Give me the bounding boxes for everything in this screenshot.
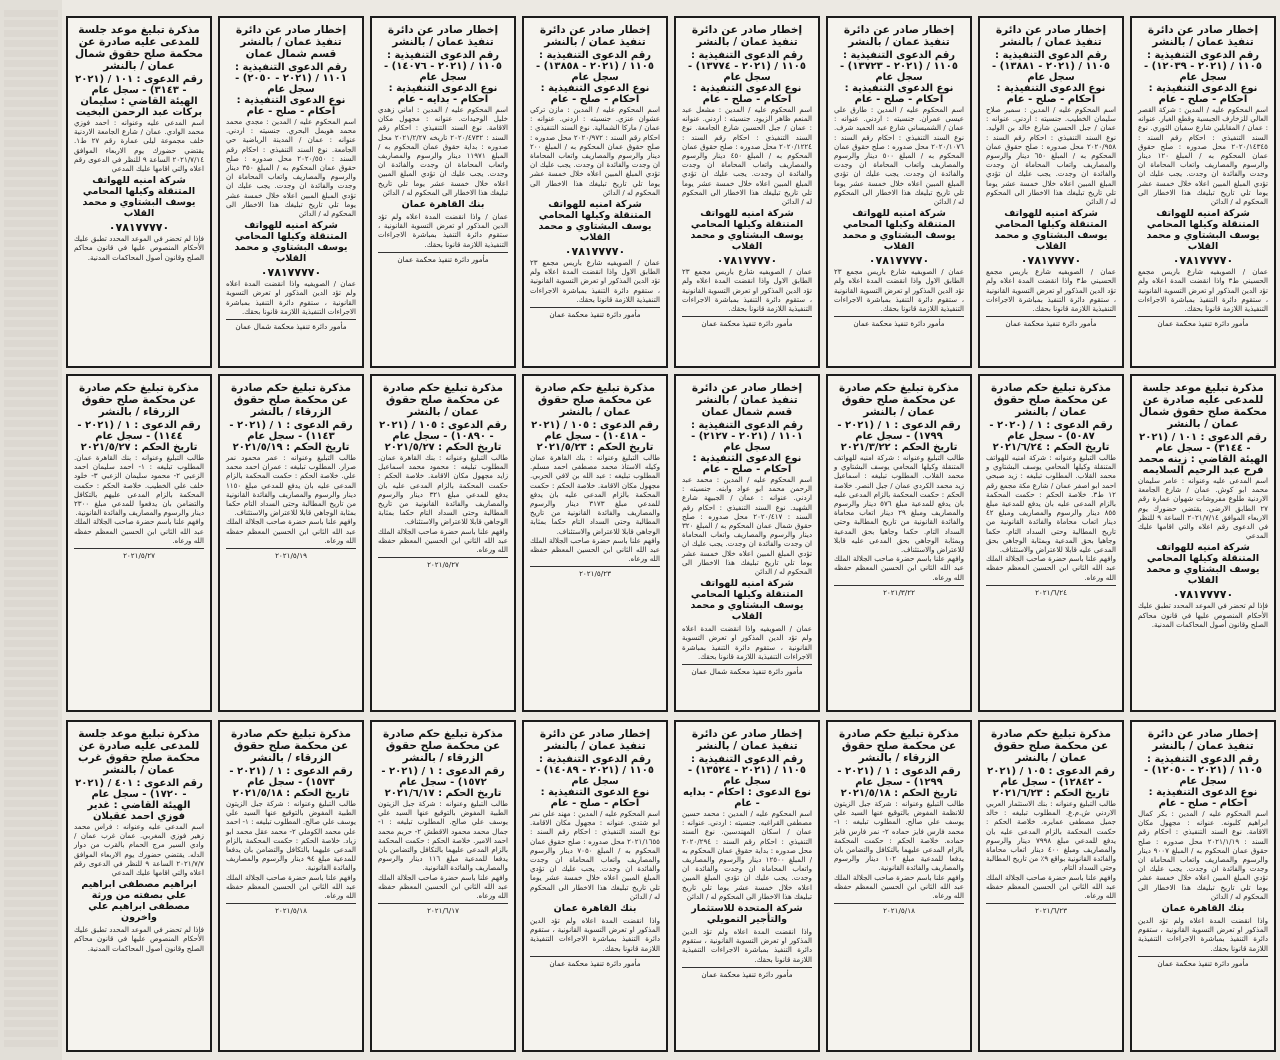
notice-signature: مأمور دائرة تنفيذ محكمة عمان xyxy=(530,307,660,319)
case-number: رقم الدعوى : ١٠٥ / (٢٠٢١ - ١٢٨٤٢) - سجل عام xyxy=(987,766,1115,788)
case-type: نوع الدعوى التنفيذية : احكام - صلح - عام xyxy=(540,787,650,809)
notice-signature: ٢٠٢١/٣/٢٢ xyxy=(834,585,964,597)
notice-signature: ٢٠٢١/٥/١٩ xyxy=(226,548,356,560)
case-number: رقم الدعوى : ١ / (٢٠٢١ - ١٥٧٣) - سجل عام xyxy=(229,766,353,788)
notice-closing: وافهم علنا باسم حضرة صاحب الجلالة الملك عبد الله الثاني ابن الحسين المعظم حفظه الله ورعاه. xyxy=(74,517,204,545)
case-number: رقم الدعوى التنفيذية : ١١٠٥ / (٢٠٢١ - ١٣٨٨١) - سجل عام xyxy=(992,50,1110,83)
notice-column xyxy=(370,16,516,368)
case-type: تاريخ الحكم : ٢٠٢١/٦/٢٣ xyxy=(992,788,1110,799)
notice-column xyxy=(978,374,1124,712)
notice-title: مذكرة تبليغ حكم صادرة عن محكمة صلح حقوق الزرقاء / بالنشر xyxy=(231,382,351,418)
creditor-name: بنك القاهرة عمان xyxy=(553,903,637,915)
notice-column xyxy=(66,720,212,1052)
creditor-phone: ٠٧٨١٧٧٧٧٠ xyxy=(564,245,626,259)
creditor-name: شركة المتحدة للاستثمار والتأجير التمويلي xyxy=(691,903,803,926)
notice-signature: ٢٠٢١/٥/١٨ xyxy=(834,903,964,915)
case-type: نوع الدعوى التنفيذية : احكام - صلح - عام xyxy=(692,83,802,105)
notice-closing: فإذا لم تحضر في الموعد المحدد تطبق عليك الأحكام المنصوص عليها في قانون محاكم الصلح وقانون أصول المحاكمات المدنية. xyxy=(1138,601,1268,629)
notice-closing: فإذا لم تحضر في الموعد المحدد تطبق عليك الأحكام المنصوص عليها في قانون محاكم الصلح وقانون أصول المحاكمات المدنية. xyxy=(74,234,204,262)
notice-closing: وافهم علنا باسم حضرة صاحب الجلالة الملك عبد الله الثاني ابن الحسين المعظم حفظه الله ورعاه. xyxy=(226,872,356,901)
case-number: رقم الدعوى التنفيذية : ١١٠٥ / (٢٠٢١ - ١٣٥٢٤) - سجل عام xyxy=(688,754,806,787)
creditor-name: شركة امنيه للهواتف المتنقلة وكيلها المحامي يوسف البشتاوي و محمد القلاب xyxy=(690,578,804,623)
notice-column xyxy=(1130,720,1276,1052)
notice-body: طالب التبليغ وعنوانه : بنك القاهرة عمان وكيله الاستاذ محمد مصطفى احمد مسلم. المطلوب تبليغه : عبد الله بن لافي الحربي. مجهول مكان الاقامة. خلاصة الحكم : حكمت المحكمة بالزام المدعى عليه بان يدفع للمدعي مبلغ ٣١٧٣ دينار والرسوم والمصاريف والفائدة القانونية من تاريخ المطالبة وحتى السداد التام حكما بمثابة الوجاهي قابلا للاعتراض والاستئناف. xyxy=(530,453,660,536)
case-type: نوع الدعوى التنفيذية : احكام - صلح - عام xyxy=(996,83,1106,105)
notice-body: طالب التبليغ وعنوانه : شركة جبل الزيتون الطبية المفوض بالتوقيع عنها السيد علي يوسف علي صالح. المطلوب تبليغه : ١- احمد علي محمد الكوملي ٢- محمد عقل محمد ابو زياد. خلاصة الحكم : حكمت المحكمة بالزام المدعى عليهما بالتكافل والتضامن بان يدفعا للمدعية مبلغ ٩٤ دينار والرسوم والمصاريف والفائدة القانونية. xyxy=(226,799,357,873)
creditor-name: بنك القاهرة عمان xyxy=(1161,903,1245,915)
notice-signature: ٢٠٢١/٥/١٨ xyxy=(226,903,356,915)
notice-body: اسم المحكوم عليه / المدين : محمد حسين مصطفى القراغيه. جنسيته : اردني. عنوانه : عمان / اسكان المهندسين. نوع السند التنفيذي : احكام رقم السند : ٢٠٢٠/٢٩٤ محل صدوره : بداية حقوق عمان المحكوم به / المبلغ ١٢٥٠٠ دينار والرسوم والمصاريف واتعاب المحاماة ان وجدت والفائدة ان وجدت. يجب عليك ان تؤدي المبلغ المبين اعلاه خلال خمسة عشر يوما تلي تاريخ تبليغك هذا الاخطار الى المحكوم له / الدائن xyxy=(682,809,812,901)
notice-body: اسم المدعى عليه وعنوانه : احمد فوزي محمد الوادي. عمان / شارع الجامعة الاردنية خلف مجموعة ليلى عمارة رقم ٢٧ ط١. يقتضي حضورك يوم الاربعاء الموافق ٢٠٢١/٧/١٤ الساعة ٩ للنظر في الدعوى رقم اعلاه والتي اقامها عليك المدعي xyxy=(74,118,204,174)
notice-signature: ٢٠٢١/٦/١٧ xyxy=(378,903,508,915)
notice-signature: ٢٠٢١/٦/٢٤ xyxy=(986,585,1116,597)
notice-column xyxy=(522,374,668,712)
notice-title: إخطار صادر عن دائرة تنفيذ عمان / بالنشر xyxy=(691,24,803,48)
notice-body: اسم المحكوم عليه / المدين : شركة القصر العالي للزخارف الجبسية وقطع الغيار. عنوانه : عمان / المقابلين شارع سفيان الثوري. نوع السند التنفيذي : احكام رقم السند : ٢٠٢٠/١٤٣٤٥ محل صدوره : صلح حقوق عمان المحكوم به / المبلغ ١٢٠ دينار والرسوم والمصاريف واتعاب المحاماة ان وجدت والفائدة ان وجدت. يجب عليك ان تؤدي المبلغ المبين اعلاه خلال خمسة عشر يوما تلي تاريخ تبليغك هذا الاخطار الى المحكوم له / الدائن xyxy=(1138,105,1268,207)
notice-column xyxy=(218,374,364,712)
notice-closing: عمان / الصويفيه واذا انقضت المدة اعلاه ولم تؤد الدين المذكور او تعرض التسوية القانونية ، ستقوم دائرة التنفيذ بمباشرة الاجراءات التنفيذية اللازمة قانونا بحقك. xyxy=(682,624,812,661)
case-type: الهيئة القاضي : زينه محمد فرح عبد الرحيم السلايمه xyxy=(1138,454,1268,476)
notice-body: اسم المحكوم عليه / المدين : مازن تركي عشوان عنزي. جنسيته : اردني. عنوانه : عمان / ماركا الشمالية. نوع السند التنفيذي : احكام رقم السند : ٢٠٢٠/٩٧٢ محل صدوره : صلح حقوق عمان المحكوم به / المبلغ ٢٠٠ دينار والرسوم والمصاريف واتعاب المحاماة ان وجدت والفائدة ان وجدت. يجب عليك ان تؤدي المبلغ المبين اعلاه خلال خمسة عشر يوما تلي تاريخ تبليغك هذا الاخطار الى المحكوم له / الدائن xyxy=(530,105,660,197)
notice-closing: عمان / الصويفيه شارع باريس مجمع الحسيني ط٣ واذا انقضت المدة اعلاه ولم تؤد الدين المذكور او تعرض التسوية القانونية ، ستقوم دائرة التنفيذ بمباشرة الاجراءات التنفيذية اللازمة قانونا بحقك. xyxy=(986,267,1116,314)
case-number: رقم الدعوى : ٤٠١ / (٢٠٢١ - ١٧٢٠) - سجل عام xyxy=(75,778,203,800)
notice-column xyxy=(1130,16,1276,368)
notice-body: طالب التبليغ وعنوانه : عمر محمود نمر صرار. المطلوب تبليغه : عمران احمد محمد علي. خلاصة الحكم : حكمت المحكمة بالزام المدعى عليه بان يدفع للمدعي مبلغ ١١٥٠ دينار والرسوم والمصاريف والفائدة القانونية من تاريخ المطالبة وحتى السداد التام حكما بمثابة الوجاهي قابلا للاعتراض والاستئناف. xyxy=(226,453,356,518)
notice-body: طالب التبليغ وعنوانه : شركة امنيه للهواتف المتنقلة وكيلها المحامي يوسف البشتاوي و محمد القلاب. المطلوب تبليغه : زيد صبحي احمد ابو اصفر عمان / شارع مكة مجمع رقم ١٢ ط٣. خلاصة الحكم : حكمت المحكمة بالزام المدعى عليه بان يدفع للمدعية مبلغ ٨٥٥ دينار والرسوم والمصاريف ومبلغ ٤٢ دينار اتعاب محاماة والفائدة القانونية من تاريخ المطالبة وحتى السداد التام. حكما وجاهيا بحق المدعية وبمثابة الوجاهي بحق المدعى عليه قابلا للاعتراض والاستئناف. xyxy=(986,453,1116,555)
notice-body: اسم المحكوم عليه / المدين : مجدي محمد محمد هويمل البحري. جنسيته : اردني. عنوانه : عمان / المدينة الرياضية حي الجامعة. نوع السند التنفيذي : احكام رقم السند : ٢٠٢٠/٥٥٠ محل صدوره : صلح حقوق عمان المحكوم به / المبلغ ٣٥٠ دينار والرسوم والمصاريف واتعاب المحاماة ان وجدت والفائدة ان وجدت. يجب عليك ان تؤدي المبلغ المبين اعلاه خلال خمسة عشر يوما تلي تاريخ تبليغك هذا الاخطار الى المحكوم له / الدائن xyxy=(226,117,356,219)
notice-body: طالب التبليغ وعنوانه : بنك القاهرة عمان. المطلوب تبليغه : محمود محمد اسماعيل زايد مجهول مكان الاقامة. خلاصة الحكم : حكمت المحكمة بالزام المدعى عليه بان يدفع للمدعي مبلغ ٣٢١ دينار والرسوم والمصاريف والفائدة القانونية من تاريخ المطالبة وحتى السداد التام حكما بمثابة الوجاهي قابلا للاعتراض والاستئناف. xyxy=(378,453,508,527)
notice-closing: وافهم علنا باسم حضرة صاحب الجلالة الملك عبد الله الثاني ابن الحسين المعظم حفظه الله ورعاه. xyxy=(378,872,508,901)
case-type: تاريخ الحكم : ٢٠٢١/٥/٢٧ xyxy=(384,442,502,453)
notice-column xyxy=(1130,374,1276,712)
notice-signature: مأمور دائرة تنفيذ محكمة عمان xyxy=(378,252,508,264)
notice-signature: مأمور دائرة تنفيذ محكمة عمان xyxy=(986,316,1116,328)
case-type: نوع الدعوى التنفيذية : احكام - صلح - عام xyxy=(1148,83,1258,105)
notice-column xyxy=(674,720,820,1052)
case-type: تاريخ الحكم : ٢٠٢١/٥/٢٧ xyxy=(80,442,198,453)
creditor-phone: ٠٧٨١٧٧٧٧٠ xyxy=(1020,254,1082,268)
case-type: نوع الدعوى التنفيذية : احكام - صلح - عام xyxy=(540,83,650,105)
case-number: رقم الدعوى التنفيذية : ١١٠٥ / (٢٠٢١ - ١٤٠٧٦) - سجل عام xyxy=(384,50,502,83)
case-type: نوع الدعوى التنفيذية : احكام - بدايه - عام xyxy=(388,83,498,105)
notice-signature: ٢٠٢١/٥/٢٣ xyxy=(530,566,660,578)
notice-title: مذكرة تبليغ حكم صادرة عن محكمة صلح حقوق عمان / بالنشر xyxy=(991,382,1111,418)
creditor-phone: ٠٧٨١٧٧٧٧٠ xyxy=(108,221,170,235)
case-type: نوع الدعوى التنفيذية : احكام - صلح - عام xyxy=(692,453,802,475)
case-number: رقم الدعوى التنفيذية : ١١٠٥ / (٢٠٢١ - ١٣٨٥٨) - سجل عام xyxy=(536,50,654,83)
notice-closing: وافهم علنا باسم حضرة صاحب الجلالة الملك عبد الله الثاني ابن الحسين المعظم حفظه الله ورعاه. xyxy=(530,535,660,564)
notice-title: مذكرة تبليغ موعد جلسة للمدعى عليه صادرة عن محكمة صلح حقوق شمال عمان / بالنشر xyxy=(74,24,204,72)
case-type: نوع الدعوى التنفيذية : احكام - صلح - عام xyxy=(1148,787,1258,809)
case-number: رقم الدعوى : ١ / (٢٠٢١ - ١٥٧٢) - سجل عام xyxy=(381,766,505,788)
notice-title: مذكرة تبليغ حكم صادرة عن محكمة صلح حقوق عمان / بالنشر xyxy=(383,382,503,418)
notice-closing: وافهم علنا باسم حضرة صاحب الجلالة الملك عبد الله الثاني ابن الحسين المعظم حفظه الله ورعاه. xyxy=(226,517,356,545)
notice-body: اسم المدعى عليه وعنوانه : عامر سليمان محمد ابو كوش. عمان / شارع الجامعة الاردنية طلوع مفروشات شهوان عمارة رقم ٢٧ الطابق الارضي. يقتضي حضورك يوم الاربعاء الموافق ٢٠٢١/٧/١٤ الساعة ٩ للنظر في الدعوى رقم اعلاه والتي اقامها عليك المدعي xyxy=(1138,476,1268,541)
notice-column xyxy=(826,16,972,368)
case-number: رقم الدعوى : ١ / (٢٠٢١ - ١١٤٣) - سجل عام xyxy=(229,420,353,442)
notice-column xyxy=(66,16,212,368)
case-number: رقم الدعوى : ١٠٥ / (٢٠٢١ - ١٠٤١٨) - سجل عام xyxy=(531,420,659,442)
notice-body: اسم المحكوم عليه / المدين : مشعل عبد المنعم ظاهر الزيود. جنسيته : اردني. عنوانه : عمان / جبل الحسين شارع الجامعة. نوع السند التنفيذي : احكام رقم السند : ٢٠٢٠/١٢٢٤ محل صدوره : صلح حقوق عمان المحكوم به / المبلغ ٤٥٠ دينار والرسوم والمصاريف واتعاب المحاماة ان وجدت والفائدة ان وجدت. يجب عليك ان تؤدي المبلغ المبين اعلاه خلال خمسة عشر يوما تلي تاريخ تبليغك هذا الاخطار الى المحكوم له / الدائن xyxy=(682,105,812,207)
notice-column xyxy=(978,720,1124,1052)
notice-column xyxy=(826,374,972,712)
notice-title: إخطار صادر عن دائرة تنفيذ عمان / بالنشر xyxy=(691,728,803,752)
case-number: رقم الدعوى التنفيذية : ١١٠١ / (٢٠٢١ - ٢١٢٧) - سجل عام xyxy=(690,420,804,453)
case-number: رقم الدعوى : ١ / (٢٠٢٠ - ٥٠٨٧) - سجل عام xyxy=(989,420,1113,442)
creditor-phone: ٠٧٨١٧٧٧٧٠ xyxy=(868,254,930,268)
notice-body: طالب التبليغ وعنوانه : شركة جبل الزيتون الطبية المفوض بالتوقيع عنها السيد علي يوسف علي صالح. المطلوب تبليغه : ١- جمال محمد محمود الاقطش ٢- حريم محمد احمد الامير. خلاصة الحكم : حكمت المحكمة بالزام المدعى عليهما بالتكافل والتضامن بان يدفعا للمدعية مبلغ ١١٦ دينار والرسوم والمصاريف والفائدة القانونية. xyxy=(378,799,509,873)
creditor-name: شركة امنيه للهواتف المتنقلة وكيلها المحامي يوسف البشتاوي و محمد القلاب xyxy=(842,208,956,253)
notice-closing: وافهم علنا باسم حضرة صاحب الجلالة الملك عبد الله الثاني ابن الحسين المعظم حفظه الله ورعاه. xyxy=(834,554,964,582)
notice-body: اسم المدعى عليه وعنوانه : فراس محمد زهير فوزي المغربي. عمان غرب عمان / وادي السير مرج الحمام بالقرب من دوار الدله. يقتضي حضورك يوم الاربعاء الموافق ٢٠٢١/٧/٧ الساعة ٩ للنظر في الدعوى رقم اعلاه والتي اقامها عليك المدعي xyxy=(74,822,204,878)
notice-title: مذكرة تبليغ موعد جلسة للمدعى عليه صادرة عن محكمة صلح حقوق غرب عمان / بالنشر xyxy=(78,728,200,776)
creditor-phone: ٠٧٨١٧٧٧٧٠ xyxy=(1172,254,1234,268)
creditor-name: بنك القاهرة عمان xyxy=(401,199,485,211)
notice-signature: ٢٠٢١/٦/٢٣ xyxy=(986,903,1116,915)
creditor-phone: ٠٧٨١٧٧٧٧٠ xyxy=(716,254,778,268)
notice-title: إخطار صادر عن دائرة تنفيذ عمان / بالنشر xyxy=(1147,728,1259,752)
notice-column xyxy=(66,374,212,712)
notice-title: مذكرة تبليغ موعد جلسة للمدعى عليه صادرة عن محكمة صلح حقوق شمال عمان / بالنشر xyxy=(1138,382,1268,430)
creditor-name: شركة امنيه للهواتف المتنقلة وكيلها المحامي يوسف البشتاوي و محمد القلاب xyxy=(1146,542,1260,587)
notice-closing: عمان / الصويفيه واذا انقضت المدة اعلاه ولم تؤد الدين المذكور او تعرض التسوية القانونية ، ستقوم دائرة التنفيذ بمباشرة الاجراءات التنفيذية اللازمة قانونا بحقك. xyxy=(226,279,356,316)
notice-title: إخطار صادر عن دائرة تنفيذ عمان / بالنشر xyxy=(539,24,651,48)
notice-signature: مأمور دائرة تنفيذ محكمة عمان xyxy=(1138,316,1268,328)
notice-title: إخطار صادر عن دائرة تنفيذ عمان / بالنشر قسم شمال عمان xyxy=(235,24,347,60)
notice-body: اسم المحكوم عليه / المدين : طارق علي عيسى عمران. جنسيته : اردني. عنوانه : عمان / الشميساني شارع عبد الحميد شرف. نوع السند التنفيذي : احكام رقم السند : ٢٠٢٠/١٠٧٦ محل صدوره : صلح حقوق عمان المحكوم به / المبلغ ٥٠٠ دينار والرسوم والمصاريف واتعاب المحاماة ان وجدت والفائدة ان وجدت. يجب عليك ان تؤدي المبلغ المبين اعلاه خلال خمسة عشر يوما تلي تاريخ تبليغك هذا الاخطار الى المحكوم له / الدائن xyxy=(834,105,964,207)
notice-signature: مأمور دائرة تنفيذ محكمة عمان xyxy=(682,316,812,328)
notice-signature: مأمور دائرة تنفيذ محكمة عمان xyxy=(1138,956,1268,968)
case-type: الهيئة القاضي : سليمان بركات عبد الرحمن البخيت xyxy=(75,96,203,118)
notice-body: اسم المحكوم عليه / المدين : اماني زهدي خليل الوحيدات. عنوانه : مجهول مكان الاقامة. نوع السند التنفيذي : احكام رقم السند : ٢٠٢٠/٤٧٣٢ تاريخه ٢٠٢١/٢/٢٧ محل صدوره : بداية حقوق عمان المحكوم به / المبلغ ١١٩٧١ دينار والرسوم والمصاريف واتعاب المحاماة ان وجدت والفائدة ان وجدت. يجب عليك ان تؤدي المبلغ المبين اعلاه خلال خمسة عشر يوما تلي تاريخ تبليغك هذا الاخطار الى المحكوم له / الدائن xyxy=(378,105,508,197)
notice-closing: عمان / الصويفيه شارع باريس مجمع ٢٣ الطابق الاول واذا انقضت المدة اعلاه ولم تؤد الدين المذكور او تعرض التسوية القانونية ، ستقوم دائرة التنفيذ بمباشرة الاجراءات التنفيذية اللازمة قانونا بحقك. xyxy=(834,267,964,314)
creditor-name: شركة امنيه للهواتف المتنقلة وكيلها المحامي يوسف البشتاوي و محمد القلاب xyxy=(82,175,196,220)
notice-column xyxy=(218,720,364,1052)
notice-closing: وافهم علنا باسم حضرة صاحب الجلالة الملك عبد الله الثاني ابن الحسين المعظم حفظه الله ورعاه. xyxy=(834,872,964,901)
case-type: تاريخ الحكم : ٢٠٢١/٥/٢٣ xyxy=(536,442,654,453)
case-type: تاريخ الحكم : ٢٠٢١/٦/١٧ xyxy=(384,788,502,799)
notice-column xyxy=(674,374,820,712)
notice-column xyxy=(522,720,668,1052)
notice-signature: مأمور دائرة تنفيذ محكمة شمال عمان xyxy=(226,319,356,331)
case-type: نوع الدعوى التنفيذية : احكام - صلح - عام xyxy=(844,83,954,105)
notice-closing: عمان / الصويفيه شارع باريس مجمع الحسيني ط٣ واذا انقضت المدة اعلاه ولم تؤد الدين المذكور او تعرض التسوية القانونية ، ستقوم دائرة التنفيذ بمباشرة الاجراءات التنفيذية اللازمة قانونا بحقك. xyxy=(1138,267,1268,314)
case-type: نوع الدعوى : احكام - بدايه - عام xyxy=(683,787,811,809)
case-type: تاريخ الحكم : ٢٠٢١/٥/١٨ xyxy=(840,788,958,799)
notice-closing: واذا انقضت المدة اعلاه ولم تؤد الدين المذكور او تعرض التسوية القانونية ، ستقوم دائرة التنفيذ بمباشرة الاجراءات التنفيذية اللازمة قانونا بحقك. xyxy=(682,927,812,964)
case-number: رقم الدعوى التنفيذية : ١١٠١ / (٢٠٢١ - ٢٠٥٠) - سجل عام xyxy=(234,62,348,95)
notice-column xyxy=(370,374,516,712)
case-type: تاريخ الحكم : ٢٠٢١/٥/١٩ xyxy=(232,442,350,453)
creditor-name: شركة امنيه للهواتف المتنقلة وكيلها المحامي يوسف البشتاوي و محمد القلاب xyxy=(690,208,804,253)
creditor-name: شركة امنيه للهواتف المتنقلة وكيلها المحامي يوسف البشتاوي و محمد القلاب xyxy=(994,208,1108,253)
notice-closing: واذا انقضت المدة اعلاه ولم تؤد الدين المذكور او تعرض التسوية القانونية ، ستقوم دائرة التنفيذ بمباشرة الاجراءات التنفيذية اللازمة قانونا بحقك. xyxy=(1138,916,1268,953)
case-number: رقم الدعوى : ١ / (٢٠٢١ - ١٢٩٩) - سجل عام xyxy=(837,766,961,788)
notice-body: اسم المحكوم عليه / المدين : سمير صلاح سليمان الخطيب. جنسيته : اردني. عنوانه : عمان / جبل الحسين شارع خالد بن الوليد. نوع السند التنفيذي : احكام رقم السند : ٢٠٢٠/٩٥٨ محل صدوره : صلح حقوق عمان المحكوم به / المبلغ ٦٥٠ دينار والرسوم والمصاريف واتعاب المحاماة ان وجدت والفائدة ان وجدت. يجب عليك ان تؤدي المبلغ المبين اعلاه خلال خمسة عشر يوما تلي تاريخ تبليغك هذا الاخطار الى المحكوم له / الدائن xyxy=(986,105,1116,207)
notice-signature: ٢٠٢١/٥/٢٧ xyxy=(74,548,204,560)
notice-signature: مأمور دائرة تنفيذ محكمة عمان xyxy=(682,967,812,979)
notice-column xyxy=(826,720,972,1052)
notice-column xyxy=(370,720,516,1052)
case-type: تاريخ الحكم : ٢٠٢١/٦/٢٤ xyxy=(992,442,1110,453)
case-number: رقم الدعوى : ١٠١ / (٢٠٢١ - ٣١٤٤) - سجل عام xyxy=(1139,432,1267,454)
creditor-name: شركة امنيه للهواتف المتنقلة وكيلها المحامي يوسف البشتاوي و محمد القلاب xyxy=(1146,208,1260,253)
notice-closing: وافهم علنا باسم حضرة صاحب الجلالة الملك عبد الله الثاني ابن الحسين المعظم حفظه الله ورعاه. xyxy=(378,526,508,555)
notice-title: إخطار صادر عن دائرة تنفيذ عمان / بالنشر xyxy=(539,728,651,752)
notice-title: مذكرة تبليغ حكم صادرة عن محكمة صلح حقوق الزرقاء / بالنشر xyxy=(383,728,503,764)
notice-title: مذكرة تبليغ حكم صادرة عن محكمة صلح حقوق الزرقاء / بالنشر xyxy=(231,728,351,764)
creditor-phone: ٠٧٨١٧٧٧٧٠ xyxy=(1172,588,1234,602)
page-gutter xyxy=(0,0,62,1060)
case-number: رقم الدعوى : ١٠٥ / (٢٠٢١ - ١٠٨٩٠) - سجل عام xyxy=(379,420,507,442)
notice-closing: فإذا لم تحضر في الموعد المحدد تطبق عليك الأحكام المنصوص عليها في قانون محاكم الصلح وقانون أصول المحاكمات المدنية. xyxy=(74,925,204,953)
case-number: رقم الدعوى : ١ / (٢٠٢١ - ١٧٩٩) - سجل عام xyxy=(837,420,961,442)
notice-title: إخطار صادر عن دائرة تنفيذ عمان / بالنشر xyxy=(843,24,955,48)
notice-column xyxy=(674,16,820,368)
notice-title: إخطار صادر عن دائرة تنفيذ عمان / بالنشر xyxy=(1147,24,1259,48)
notice-closing: وافهم علنا باسم حضرة صاحب الجلالة الملك عبد الله الثاني ابن الحسين المعظم حفظه الله ورعاه. xyxy=(986,872,1116,901)
notice-body: طالب التبليغ وعنوانه : بنك الاستثمار العربي الاردني ش.م.ع. المطلوب تبليغه : خالد جميل مصطفى عمايره. خلاصة الحكم : حكمت المحكمة بالزام المدعى عليه بان يدفع للمدعي مبلغ ٧٩٩٨ دينار والرسوم والمصاريف ومبلغ ٤٠٠ دينار اتعاب محاماة والفائدة القانونية بواقع ٩٪ من تاريخ المطالبة وحتى السداد التام. xyxy=(986,799,1116,873)
creditor-name: ابراهيم مصطفى ابراهيم علي بصفته من ورثة مصطفى ابراهيم علي واخرون xyxy=(81,879,197,924)
case-type: تاريخ الحكم : ٢٠٢١/٥/١٨ xyxy=(232,788,350,799)
case-number: رقم الدعوى التنفيذية : ١١٠٥ / (٢٠٢١ - ١٤٠٨٩) - سجل عام xyxy=(536,754,654,787)
case-type: نوع الدعوى التنفيذية : احكام - صلح - عام xyxy=(236,95,346,117)
notice-body: طالب التبليغ وعنوانه : شركة جبل الزيتون للانظمة المفوض بالتوقيع عنها السيد علي يوسف علي صالح. المطلوب تبليغه : ١- محمد فارس فايز حماده ٢- نمر فارس فايز حماده. خلاصة الحكم : حكمت المحكمة بالزام المدعى عليهما بالتكافل والتضامن بان يدفعا للمدعية مبلغ ١٠٢ دينار والرسوم والمصاريف والفائدة القانونية. xyxy=(834,799,965,873)
notice-title: مذكرة تبليغ حكم صادرة عن محكمة صلح حقوق عمان / بالنشر xyxy=(991,728,1111,764)
case-number: رقم الدعوى : ١٠١ / (٢٠٢١ - ٣١٤٣) - سجل عام xyxy=(75,74,203,96)
notice-title: إخطار صادر عن دائرة تنفيذ عمان / بالنشر قسم شمال عمان xyxy=(691,382,803,418)
notice-column xyxy=(978,16,1124,368)
case-type: الهيئة القاضي : غدير فوزي احمد عقبلان xyxy=(87,800,191,822)
notice-body: طالب التبليغ وعنوانه : شركة امنيه للهواتف المتنقلة وكيلها المحامي يوسف البشتاوي و محمد القلاب. المطلوب تبليغه : اسماعيل زيد محمد الكردي عمان / جبل النصر. خلاصة الحكم : حكمت المحكمة بالزام المدعى عليه بان يدفع للمدعية مبلغ ٥٧٦ دينار والرسوم والمصاريف ومبلغ ٢٩ دينار اتعاب محاماة والفائدة القانونية من تاريخ المطالبة وحتى السداد التام. حكما وجاهيا بحق المدعية وبمثابة الوجاهي بحق المدعى عليه قابلا للاعتراض والاستئناف. xyxy=(834,453,965,555)
notice-title: مذكرة تبليغ حكم صادرة عن محكمة صلح حقوق الزرقاء / بالنشر xyxy=(79,382,199,418)
notice-closing: عمان / واذا انقضت المدة اعلاه ولم تؤد الدين المذكور او تعرض التسوية القانونية ، ستقوم دائرة التنفيذ بمباشرة الاجراءات التنفيذية اللازمة قانونا بحقك. xyxy=(378,212,508,249)
notice-body: اسم المحكوم عليه / المدين : مهند علي نمر ابو شتدي. عنوانه : مجهول مكان الاقامة. نوع السند التنفيذي : احكام رقم السند : ٢٠٢١/١٦٥٥ محل صدوره : صلح حقوق عمان المحكوم به / المبلغ ٧٠٥٠ دينار والرسوم والمصاريف واتعاب المحاماة ان وجدت والفائدة ان وجدت. يجب عليك ان تؤدي المبلغ المبين اعلاه خلال خمسة عشر يوما تلي تاريخ تبليغك هذا الاخطار الى المحكوم له / الدائن xyxy=(530,809,660,901)
creditor-name: شركة امنيه للهواتف المتنقلة وكيلها المحامي يوسف البشتاوي و محمد القلاب xyxy=(538,199,652,244)
case-number: رقم الدعوى التنفيذية : ١١٠٥ / (٢٠٢١ - ١٣٧٧٤) - سجل عام xyxy=(688,50,806,83)
notice-body: طالب التبليغ وعنوانه : بنك القاهرة عمان. المطلوب تبليغه : ١- احمد سليمان احمد الزعبي ٢- محمود سليمان الزعبي ٣- خلود خلف علي الخطيب. خلاصة الحكم : حكمت المحكمة بالزام المدعى عليهم بالتكافل والتضامن بان يدفعوا للمدعي مبلغ ٢٣٠٠ دينار والرسوم والمصاريف والفائدة القانونية. xyxy=(74,453,205,518)
case-number: رقم الدعوى التنفيذية : ١١٠٥ / (٢٠٢١ - ١٢٠٥٠) - سجل عام xyxy=(1144,754,1262,787)
notice-body: اسم المحكوم عليه / المدين : بكر كمال ابراهيم كلبونه. عنوانه : مجهول مكان الاقامة. نوع السند التنفيذي : احكام رقم السند : ٢٠٢١/١/١٩ محل صدوره : صلح حقوق عمان المحكوم به / المبلغ ٩٠٠٧ دينار والرسوم والمصاريف واتعاب المحاماة ان وجدت والفائدة ان وجدت. يجب عليك ان تؤدي المبلغ المبين اعلاه خلال خمسة عشر يوما تلي تاريخ تبليغك هذا الاخطار الى المحكوم له / الدائن xyxy=(1138,809,1269,901)
creditor-name: شركة امنيه للهواتف المتنقلة وكيلها المحامي يوسف البشتاوي و محمد القلاب xyxy=(234,220,348,265)
case-type: تاريخ الحكم : ٢٠٢١/٣/٢٢ xyxy=(840,442,958,453)
notice-title: إخطار صادر عن دائرة تنفيذ عمان / بالنشر xyxy=(995,24,1107,48)
case-number: رقم الدعوى : ١ / (٢٠٢١ - ١١٤٤) - سجل عام xyxy=(77,420,201,442)
notice-title: مذكرة تبليغ حكم صادرة عن محكمة صلح حقوق الزرقاء / بالنشر xyxy=(839,728,959,764)
notice-closing: وافهم علنا باسم حضرة صاحب الجلالة الملك عبد الله الثاني ابن الحسين المعظم حفظه الله ورعاه. xyxy=(986,554,1116,582)
notice-signature: ٢٠٢١/٥/٢٧ xyxy=(378,557,508,569)
notice-title: مذكرة تبليغ حكم صادرة عن محكمة صلح حقوق عمان / بالنشر xyxy=(535,382,655,418)
case-number: رقم الدعوى التنفيذية : ١١٠٥ / (٢٠٢١ - ١٢٠٣٩) - سجل عام xyxy=(1144,50,1262,83)
notice-signature: مأمور دائرة تنفيذ محكمة عمان xyxy=(530,956,660,968)
case-number: رقم الدعوى التنفيذية : ١١٠٥ / (٢٠٢١ - ١٣٧٢٣) - سجل عام xyxy=(840,50,958,83)
notice-title: إخطار صادر عن دائرة تنفيذ عمان / بالنشر xyxy=(387,24,499,48)
notice-signature: مأمور دائرة تنفيذ محكمة شمال عمان xyxy=(682,664,812,676)
notice-closing: عمان / الصويفيه شارع باريس مجمع ٢٣ الطابق الاول واذا انقضت المدة اعلاه ولم تؤد الدين المذكور او تعرض التسوية القانونية ، ستقوم دائرة التنفيذ بمباشرة الاجراءات التنفيذية اللازمة قانونا بحقك. xyxy=(530,258,660,304)
notice-column xyxy=(218,16,364,368)
notice-closing: واذا انقضت المدة اعلاه ولم تؤد الدين المذكور او تعرض التسوية القانونية ، ستقوم دائرة التنفيذ بمباشرة الاجراءات التنفيذية اللازمة قانونا بحقك. xyxy=(530,916,660,953)
notice-column xyxy=(522,16,668,368)
notice-title: مذكرة تبليغ حكم صادرة عن محكمة صلح حقوق عمان / بالنشر xyxy=(839,382,959,418)
creditor-phone: ٠٧٨١٧٧٧٧٠ xyxy=(260,266,322,280)
notice-signature: مأمور دائرة تنفيذ محكمة عمان xyxy=(834,316,964,328)
notice-body: اسم المحكوم عليه / المدين : محمد عبد الرحمن محمد ابو عواد وابنه. جنسيته : اردني. عنوانه : عمان / الجبيهة شارع الشهيد. نوع السند التنفيذي : احكام رقم السند : ٢٠٢٠/٤١٧ محل صدوره : صلح حقوق شمال عمان المحكوم به / المبلغ ٣٢٠ دينار والرسوم والمصاريف واتعاب المحاماة ان وجدت والفائدة ان وجدت. يجب عليك ان تؤدي المبلغ المبين اعلاه خلال خمسة عشر يوما تلي تاريخ تبليغك هذا الاخطار الى المحكوم له / الدائن xyxy=(682,475,812,577)
notice-closing: عمان / الصويفيه شارع باريس مجمع ٢٣ الطابق الاول واذا انقضت المدة اعلاه ولم تؤد الدين المذكور او تعرض التسوية القانونية ، ستقوم دائرة التنفيذ بمباشرة الاجراءات التنفيذية اللازمة قانونا بحقك. xyxy=(682,267,812,314)
